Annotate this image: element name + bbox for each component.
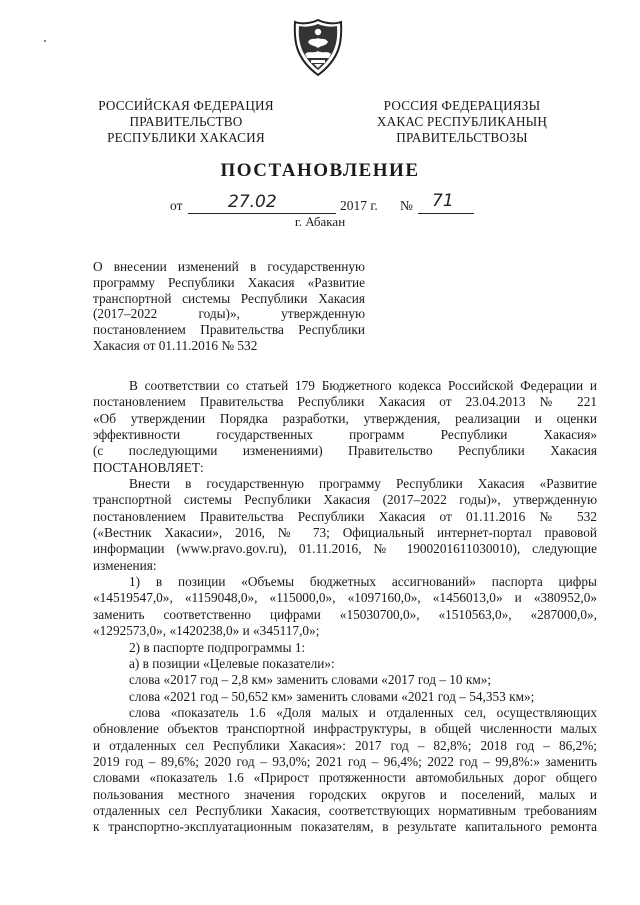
date-prefix: от (170, 198, 183, 213)
body-line: (с последующими изменениями) Правительство Республики Хакасия (93, 443, 597, 459)
body-line: обновление объектов транспортной инфраструктуры, в общей численности малых (93, 721, 597, 737)
body-line: «14519547,0», «1159048,0», «115000,0», «1097160,0», «1456013,0» и «380952,0» (93, 590, 597, 606)
body-line: «Об утверждении Порядка разработки, утверждения, реализации и оценки (93, 410, 597, 426)
body-line: «1292573,0», «1420238,0» и «345117,0»; (93, 623, 320, 639)
body-line: постановлением Правительства Республики Хакасия от 23.04.2013 № 221 (93, 394, 597, 410)
body-line: отдаленных сел Республики Хакасия, соответствующих нормативным требованиям (93, 802, 597, 818)
body-line: и отдаленных сел Республики Хакасия»: 2017 год – 82,8%; 2018 год – 86,2%; (93, 737, 597, 753)
city-label: г. Абакан (294, 214, 346, 229)
subject-line: О внесении изменений в государственную (93, 259, 365, 274)
body-line: Внести в государственную программу Республики Хакасия «Развитие (129, 476, 597, 492)
body-line: 2) в паспорте подпрограммы 1: (129, 639, 306, 655)
number-sign: № (400, 198, 413, 213)
body-line: словами «показатель 1.6 «Прирост протяженности автомобильных дорог общего (93, 770, 597, 786)
body-line: пользования местного значения городских округов и поселений, малых и (93, 786, 597, 802)
body-line: слова «показатель 1.6 «Доля малых и отдаленных сел, осуществляющих (129, 704, 597, 720)
header-left-line: ПРАВИТЕЛЬСТВО (129, 114, 243, 129)
header-right-line: РОССИЯ ФЕДЕРАЦИЯЗЫ (383, 98, 541, 113)
body-line: слова «2017 год – 2,8 км» заменить словами «2017 год – 10 км»; (129, 672, 492, 688)
body-text (93, 378, 597, 836)
year-label: 2017 г. (340, 198, 378, 213)
body-line: постановлением Правительства Республики Хакасия от 01.11.2016 № 532 (93, 508, 597, 524)
document-type: ПОСТАНОВЛЕНИЕ (220, 160, 420, 181)
body-line: ПОСТАНОВЛЯЕТ: (93, 459, 204, 475)
header-left (86, 98, 286, 146)
subject-line: транспортной системы Республики Хакасия (93, 290, 365, 306)
body-line: В соответствии со статьей 179 Бюджетного кодекса Российской Федерации и (129, 378, 597, 393)
date-number-line (170, 191, 490, 216)
body-line: транспортной системы Республики Хакасия (2017–2022 годы)», утвержденную (93, 492, 597, 508)
body-line: 1) в позиции «Объемы бюджетных ассигнований» паспорта цифры (129, 574, 597, 590)
coat-of-arms-icon (291, 18, 345, 78)
body-line: информации (www.pravo.gov.ru), 01.11.2016, № 1900201611030010), следующие (93, 541, 597, 557)
body-line: («Вестник Хакасии», 2016, № 73; Официальный интернет-портал правовой (93, 525, 597, 541)
body-line: слова «2021 год – 50,652 км» заменить словами «2021 год – 54,353 км»; (129, 688, 535, 704)
body-line: изменения: (93, 557, 157, 573)
handwritten-date: 27.02 (228, 192, 277, 212)
header-left-line: РЕСПУБЛИКИ ХАКАСИЯ (107, 130, 265, 145)
subject-block (93, 259, 365, 354)
subject-line: (2017–2022 годы)», утвержденную (93, 306, 365, 322)
scan-speck (44, 40, 46, 42)
body-line: а) в позиции «Целевые показатели»: (129, 655, 335, 671)
header-right-line: ПРАВИТЕЛЬСТВОЗЫ (396, 130, 528, 145)
header-right (362, 98, 562, 146)
body-line: к транспортно-эксплуатационным показателям, в результате капитального ремонта (93, 819, 597, 835)
header-left-line: РОССИЙСКАЯ ФЕДЕРАЦИЯ (98, 98, 274, 113)
handwritten-number: 71 (432, 191, 454, 211)
body-line: эффективности государственных программ Республики Хакасия» (93, 427, 597, 443)
body-line: заменить соответственно цифрами «15030700,0», «1510563,0», «287000,0», (93, 606, 597, 622)
subject-line: постановлением Правительства Республики (93, 322, 365, 338)
subject-line: программу Республики Хакасия «Развитие (93, 274, 365, 290)
subject-line: Хакасия от 01.11.2016 № 532 (93, 337, 258, 353)
header-right-line: ХАКАС РЕСПУБЛИКАНЫҢ (376, 114, 548, 129)
body-line: 2019 год – 89,6%; 2020 год – 93,0%; 2021 год – 96,4%; 2022 год – 99,8%:» заменить (93, 753, 597, 769)
